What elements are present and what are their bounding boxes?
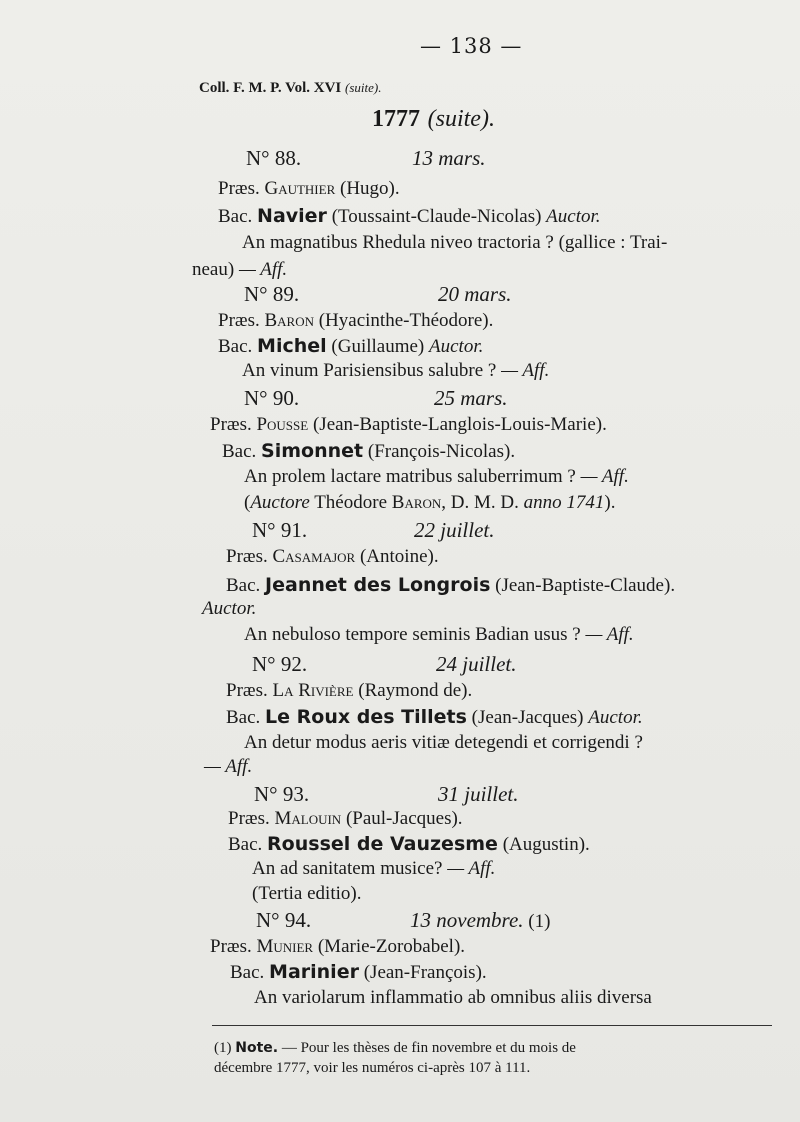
bachelor-given-name: (Guillaume) [331,336,425,357]
entry-number-text: N° 91. [252,518,308,542]
entry-date [410,908,550,933]
bachelor-given-name: (Jean-Baptiste-Claude). [495,575,676,596]
bachelor-given-name: (Jean-François). [363,962,487,983]
praeses-given-name: (Marie-Zorobabel). [317,936,466,957]
bachelor-given-name: (Jean-Jacques) [471,707,584,728]
bachelor-role: Auctor. [202,598,257,619]
note-degree: , D. M. D. [441,492,519,513]
bachelor-given-name: (Toussaint-Claude-Nicolas) [331,206,542,227]
thesis-verdict: — Aff. [501,360,550,381]
praeses-given-name: (Jean-Baptiste-Langlois-Louis-Marie). [312,414,607,435]
praeses-label: Præs. [210,936,252,957]
praeses-name: Munier [256,936,314,957]
bachelor-label: Bac. [222,441,257,462]
footnote-divider [212,1025,772,1026]
entry-number-text: N° 93. [254,782,310,806]
footnote-reference: (1) [528,911,551,932]
thesis-question-text: An ad sanitatem musice? [252,858,443,879]
praeses-line [228,808,463,830]
praeses-label: Præs. [228,808,270,829]
bachelor-label: Bac. [218,206,253,227]
entry-number [246,146,301,171]
entry-number-text: N° 92. [252,652,308,676]
bachelor-name: Michel [257,335,327,357]
praeses-name: Malouin [274,808,342,829]
bachelor-given-name: (Augustin). [502,834,590,855]
entry-number [252,518,307,543]
bachelor-name: Roussel de Vauzesme [267,833,498,855]
thesis-question-end: neau) [192,259,235,280]
entry-number-text: N° 88. [246,146,302,170]
entry-date-text: 13 mars. [412,146,486,170]
year: 1777 [372,106,420,132]
footnote-label: Note. [235,1040,279,1056]
year-suite: (suite). [427,106,495,132]
entry-date [436,652,517,677]
note-year: anno 1741 [523,492,605,513]
praeses-line [226,546,439,568]
note-auctore: Auctore [250,492,310,513]
page-number: — 138 — [420,34,523,58]
thesis-question: An magnatibus Rhedula niveo tractoria ? (gallice : Trai- [242,232,668,253]
thesis-question [244,466,629,488]
bachelor-line [228,833,590,856]
praeses-given-name: (Hyacinthe-Théodore). [318,310,494,331]
thesis-question: An detur modus aeris vitiæ detegendi et corrigendi ? [244,732,643,753]
entry-number [256,908,311,933]
thesis-question [252,858,495,880]
bachelor-role: Auctor. [588,707,643,728]
entry-date-text: 24 juillet. [436,652,517,676]
note-close: ). [604,492,616,513]
bachelor-name: Le Roux des Tillets [265,706,467,728]
bachelor-line [230,961,487,984]
thesis-question-continued [192,259,287,281]
praeses-name: Gauthier [264,178,336,199]
praeses-label: Præs. [226,680,268,701]
bachelor-role-line [202,598,256,620]
footnote-marker: (1) [214,1040,232,1056]
entry-date [414,518,495,543]
thesis-verdict: — Aff. [204,756,253,777]
praeses-label: Præs. [210,414,252,435]
thesis-verdict: — Aff. [238,259,288,280]
thesis-verdict: — Aff. [447,858,496,879]
entry-date-text: 13 novembre. [410,908,524,932]
praeses-name: Baron [264,310,314,331]
entry-date [438,282,512,307]
bachelor-line [218,205,601,228]
praeses-given-name: (Antoine). [359,546,439,567]
thesis-question-text: An vinum Parisiensibus salubre ? [242,360,497,381]
thesis-question: An variolarum inflammatio ab omnibus aliis diversa [254,987,652,1008]
entry-date-text: 22 juillet. [414,518,495,542]
entry-number [244,282,299,307]
praeses-name: Casamajor [272,546,356,567]
bachelor-label: Bac. [228,834,263,855]
praeses-name: La Rivière [272,680,354,701]
bachelor-label: Bac. [230,962,265,983]
note-author-surname: Baron [391,492,442,513]
praeses-line [218,178,400,200]
thesis-question-text: An nebuloso tempore seminis Badian usus ? [244,624,581,645]
entry-date [434,386,508,411]
entry-number-text: N° 89. [244,282,300,306]
entry-date-text: 25 mars. [434,386,508,410]
footnote-text: — Pour les thèses de fin novembre et du mois de [281,1040,576,1056]
footnote-continued: décembre 1777, voir les numéros ci-après 107 à 111. [214,1060,531,1076]
praeses-label: Præs. [226,546,268,567]
bachelor-line [222,440,515,463]
praeses-given-name: (Raymond de). [358,680,473,701]
entry-date [438,782,519,807]
collection-title: Coll. F. M. P. Vol. XVI [199,80,342,96]
thesis-verdict-line [204,756,252,778]
entry-date-text: 31 juillet. [438,782,519,806]
bachelor-role: Auctor. [546,206,601,227]
praeses-given-name: (Hugo). [340,178,400,199]
bachelor-name: Marinier [269,961,359,983]
bachelor-name: Simonnet [261,440,364,462]
entry-date-text: 20 mars. [438,282,512,306]
entry-number [254,782,309,807]
bachelor-name: Jeannet des Longrois [265,574,491,596]
praeses-line [210,936,465,958]
praeses-line [210,414,607,436]
year-heading [372,104,495,133]
entry-number-text: N° 94. [256,908,312,932]
bachelor-name: Navier [257,205,327,227]
bachelor-label: Bac. [226,707,261,728]
praeses-label: Præs. [218,310,260,331]
praeses-line [218,310,493,332]
thesis-question-text: An prolem lactare matribus saluberrimum ? [244,466,576,487]
authorship-note [244,492,615,514]
bachelor-line [226,574,675,597]
praeses-label: Præs. [218,178,260,199]
edition-note: (Tertia editio). [252,883,362,904]
bachelor-label: Bac. [226,575,261,596]
thesis-question [242,360,549,382]
praeses-line [226,680,472,702]
praeses-given-name: (Paul-Jacques). [345,808,463,829]
bachelor-line [218,335,483,358]
praeses-name: Pousse [256,414,309,435]
thesis-verdict: — Aff. [580,466,629,487]
footnote [214,1040,576,1057]
entry-number [244,386,299,411]
bachelor-given-name: (François-Nicolas). [367,441,516,462]
bachelor-label: Bac. [218,336,253,357]
note-open: ( [244,492,251,513]
collection-header [199,80,381,97]
entry-number-text: N° 90. [244,386,300,410]
thesis-question [244,624,634,646]
thesis-verdict: — Aff. [585,624,634,645]
note-author-given: Théodore [314,492,388,513]
bachelor-role: Auctor. [429,336,484,357]
entry-date [412,146,486,171]
entry-number [252,652,307,677]
bachelor-line [226,706,643,729]
collection-suite: (suite). [345,80,382,95]
